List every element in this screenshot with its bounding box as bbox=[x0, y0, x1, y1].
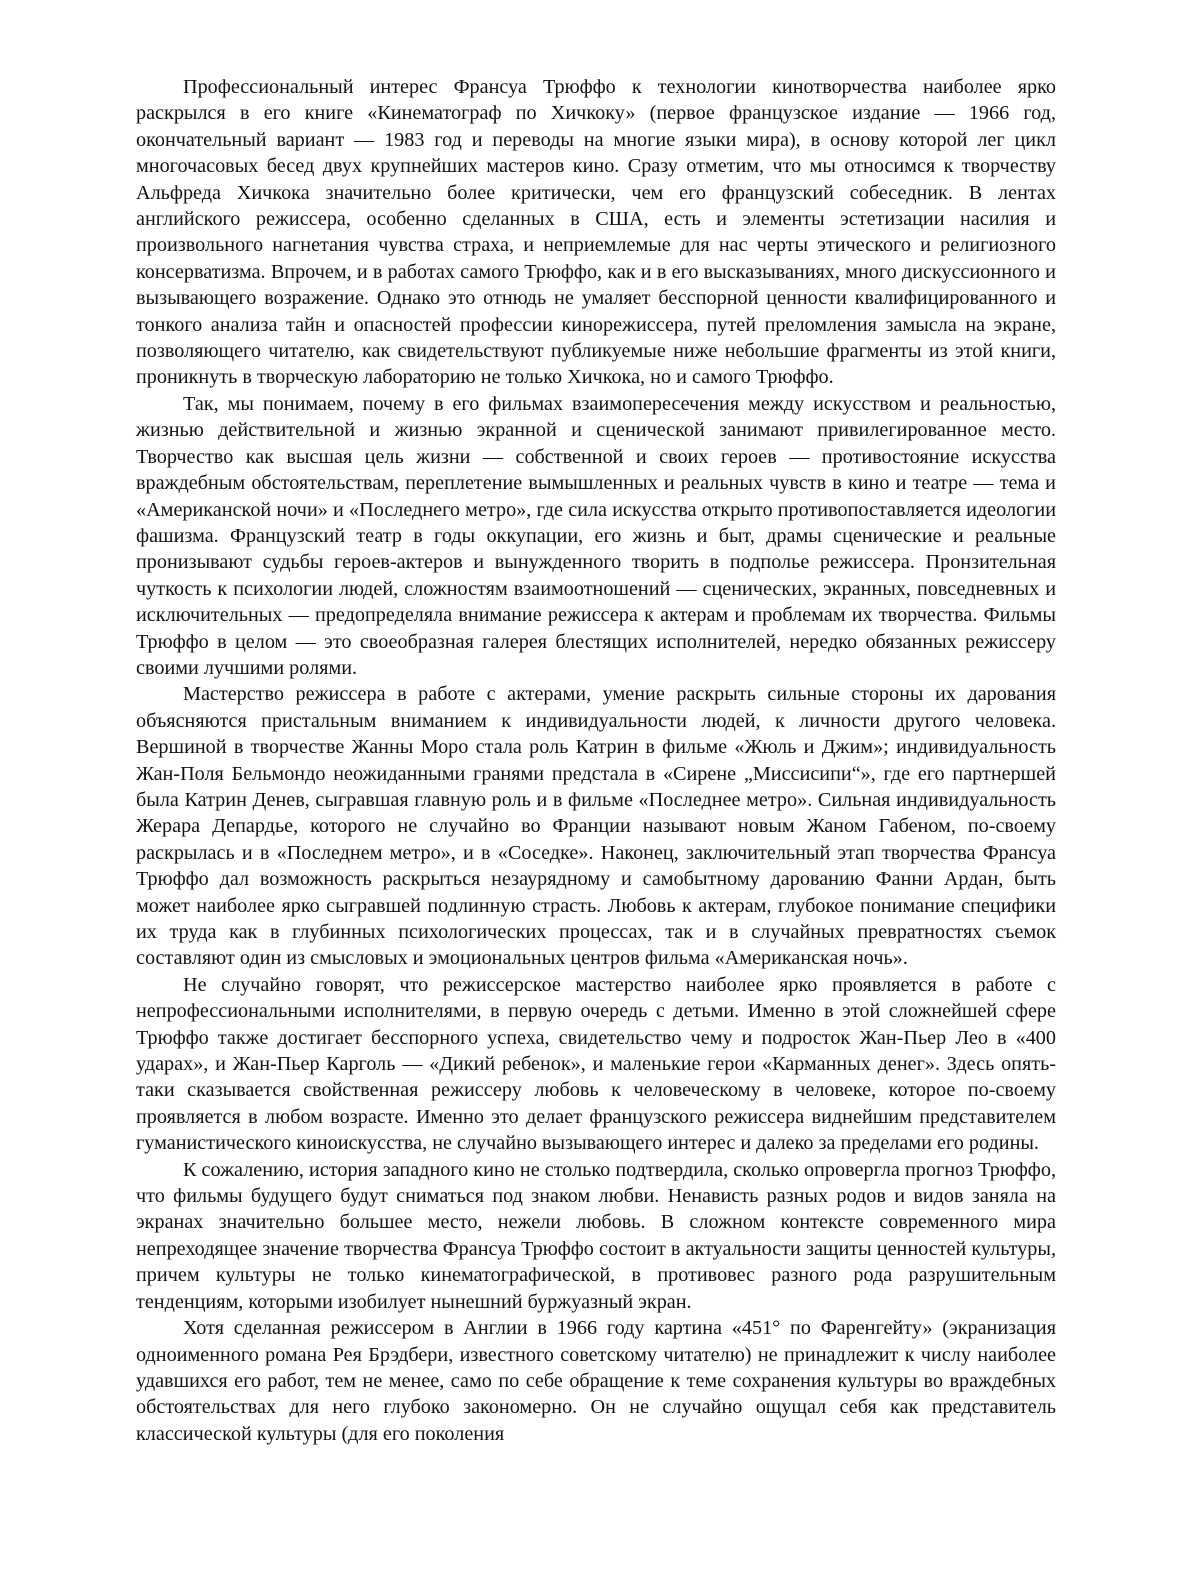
paragraph-1: Профессиональный интерес Франсуа Трюффо к технологии кинотворчества наиболее ярко раскрылся в его книге «Кинематограф по Хичкоку» (первое французское издание — 1966 год, окончательный вариант — 1983 год и переводы на многие языки мира), в основу которой лег цикл многочасовых бесед двух крупнейших мастеров кино. Сразу отметим, что мы относимся к творчеству Альфреда Хичкока значительно более критически, чем его французский собеседник. В лентах английского режиссера, особенно сделанных в США, есть и элементы эстетизации насилия и произвольного нагнетания чувства страха, и неприемлемые для нас черты этического и религиозного консерватизма. Впрочем, и в работах самого Трюффо, как и в его высказываниях, много дискуссионного и вызывающего возражение. Однако это отнюдь не умаляет бесспорной ценности квалифицированного и тонкого анализа тайн и опасностей профессии кинорежиссера, путей преломления замысла на экране, позволяющего читателю, как свидетельствуют публикуемые ниже небольшие фрагменты из этой книги, проникнуть в творческую лабораторию не только Хичкока, но и самого Трюффо. bbox=[136, 76, 1056, 389]
paragraph-4: Не случайно говорят, что режиссерское мастерство наиболее ярко проявляется в работе с непрофессиональными исполнителями, в первую очередь с детьми. Именно в этой сложнейшей сфере Трюффо также достигает бесспорного успеха, свидетельство чему и подросток Жан-Пьер Лео в «400 ударах», и Жан-Пьер Карголь — «Дикий ребенок», и маленькие герои «Карманных денег». Здесь опять-таки сказывается свойственная режиссеру любовь к человеческому в человеке, которое по-своему проявляется в любом возрасте. Именно это делает французского режиссера виднейшим представителем гуманистического киноискусства, не случайно вызывающего интерес и далеко за пределами его родины. bbox=[136, 973, 1056, 1155]
paragraph-3: Мастерство режиссера в работе с актерами, умение раскрыть сильные стороны их дарования объясняются пристальным вниманием к индивидуальности людей, к личности другого человека. Вершиной в творчестве Жанны Моро стала роль Катрин в фильме «Жюль и Джим»; индивидуальность Жан-Поля Бельмондо неожиданными гранями предстала в «Сирене „Миссисипи“», где его партнершей была Катрин Денев, сыгравшая главную роль и в фильме «Последнее метро». Сильная индивидуальность Жерара Депардье, которого не случайно во Франции называют новым Жаном Габеном, по-своему раскрылась и в «Последнем метро», и в «Соседке». Наконец, заключительный этап творчества Франсуа Трюффо дал возможность раскрыться незаурядному и самобытному дарованию Фанни Ардан, быть может наиболее ярко сыгравшей подлинную страсть. Любовь к актерам, глубокое понимание специфики их труда как в глубинных психологических процессах, так и в случайных превратностях съемок составляют один из смысловых и эмоциональных центров фильма «Американская ночь». bbox=[136, 683, 1056, 970]
paragraph-5: К сожалению, история западного кино не столько подтвердила, сколько опровергла прогноз Трюффо, что фильмы будущего будут сниматься под знаком любви. Ненависть разных родов и видов заняла на экранах значительно большее место, нежели любовь. В сложном контексте современного мира непреходящее значение творчества Франсуа Трюффо состоит в актуальности защиты ценностей культуры, причем культуры не только кинематографической, в противовес разного рода разрушительным тенденциям, которыми изобилует нынешний буржуазный экран. bbox=[136, 1158, 1056, 1313]
paragraph-6: Хотя сделанная режиссером в Англии в 1966 году картина «451° по Фаренгейту» (экранизация одноименного романа Рея Брэдбери, известного советскому читателю) не принадлежит к числу наиболее удавшихся его работ, тем не менее, само по себе обращение к теме сохранения культуры во враждебных обстоятельствах для него глубоко закономерно. Он не случайно ощущал себя как представитель классической культуры (для его поколения bbox=[136, 1317, 1056, 1445]
paragraph-2: Так, мы понимаем, почему в его фильмах взаимопересечения между искусством и реальностью, жизнью действительной и жизнью экранной и сценической занимают привилегированное место. Творчество как высшая цель жизни — собственной и своих героев — противостояние искусства враждебным обстоятельствам, переплетение вымышленных и реальных чувств в кино и театре — тема и «Американской ночи» и «Последнего метро», где сила искусства открыто противопоставляется идеологии фашизма. Французский театр в годы оккупации, его жизнь и быт, драмы сценические и реальные пронизывают судьбы героев-актеров и вынужденного творить в подполье режиссера. Пронзительная чуткость к психологии людей, сложностям взаимоотношений — сценических, экранных, повседневных и исключительных — предопределяла внимание режиссера к актерам и проблемам их творчества. Фильмы Трюффо в целом — это своеобразная галерея блестящих исполнителей, нередко обязанных режиссеру своими лучшими ролями. bbox=[136, 392, 1056, 679]
body-text bbox=[136, 74, 1056, 1447]
